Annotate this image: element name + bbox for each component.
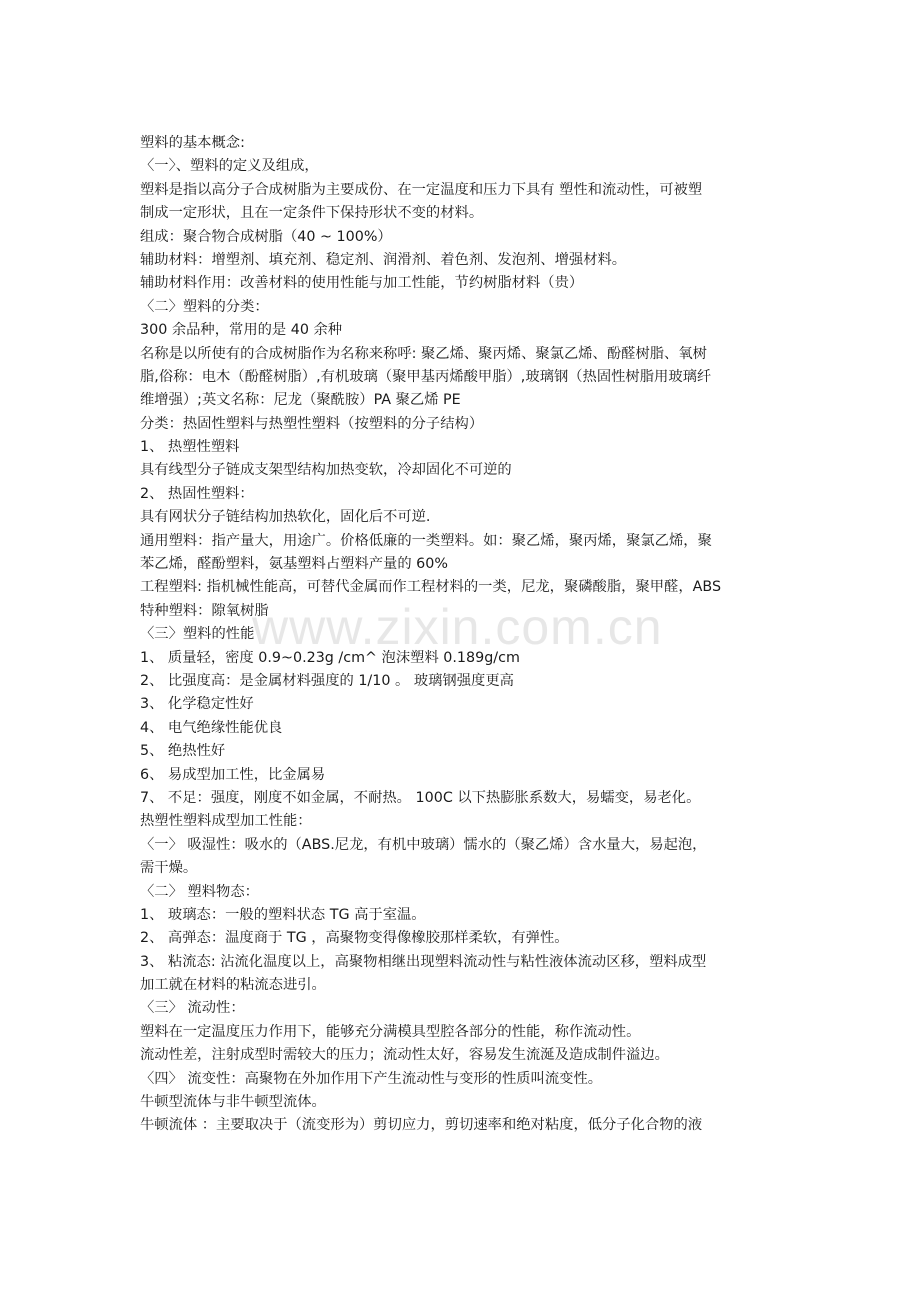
text-line: 3、 化学稳定性好 (140, 696, 254, 713)
text-line: 2、 高弹态：温度商于 TG ，高聚物变得像橡胶那样柔软，有弹性。 (140, 930, 569, 947)
text-line: 1、 质量轻，密度 0.9~0.23g /cm^ 泡沫塑料 0.189g/cm (140, 649, 520, 666)
text-line: 〈二〉 塑料物态： (140, 883, 259, 900)
text-line: 4、 电气绝缘性能优良 (140, 719, 283, 736)
document-body (140, 132, 790, 1138)
text-line: 热塑性塑料成型加工性能： (140, 813, 312, 830)
text-line: 5、 绝热性好 (140, 743, 226, 760)
text-line: 〈一〉、塑料的定义及组成， (140, 158, 319, 175)
text-line: 组成：聚合物合成树脂（40 ~ 100%） (140, 228, 392, 245)
text-line: 〈三〉 流动性： (140, 1000, 245, 1017)
watermark: www.zixin.com.cn (252, 599, 663, 655)
text-line: 名称是以所使有的合成树脂作为名称来称呼: 聚乙烯、聚丙烯、聚氯乙烯、酚醛树脂、氧树 (140, 345, 707, 362)
text-line: 通用塑料：指产量大，用途广。价格低廉的一类塑料。如：聚乙烯，聚丙烯，聚氯乙烯，聚 (140, 532, 712, 549)
text-line: 300 余品种，常用的是 40 余种 (140, 322, 343, 339)
text-line: 工程塑料: 指机械性能高，可替代金属而作工程材料的一类，尼龙，聚磷酸脂，聚甲醛，ABS (140, 579, 722, 596)
text-line: 塑料的基本概念: (140, 135, 245, 151)
text-line: 6、 易成型加工性，比金属易 (140, 766, 326, 783)
text-line: 〈一〉 吸湿性：吸水的（ABS.尼龙，有机中玻璃）懦水的（聚乙烯）含水量大，易起泡， (140, 836, 707, 853)
text-line: 维增强）;英文名称：尼龙（聚酰胺）PA 聚乙烯 PE (140, 392, 461, 409)
text-line: 具有网状分子链结构加热软化，固化后不可逆. (140, 509, 431, 526)
text-line: 7、 不足：强度，刚度不如金属，不耐热。 100C 以下热膨胀系数大，易蠕变，易老化。 (140, 789, 701, 806)
text-line: 脂,俗称：电木（酚醛树脂）,有机玻璃（聚甲基丙烯酸甲脂）,玻璃钢（热固性树脂用玻璃纤 (140, 368, 712, 385)
text-line: 2、 比强度高：是金属材料强度的 1/10 。 玻璃钢强度更高 (140, 672, 514, 689)
text-line: 牛顿型流体与非牛顿型流体。 (140, 1094, 326, 1111)
text-line: 具有线型分子链成支架型结构加热变软，冷却固化不可逆的 (140, 462, 512, 479)
text-line: 2、 热固性塑料： (140, 485, 254, 502)
text-line: 分类：热固性塑料与热塑性塑料（按塑料的分子结构） (140, 415, 484, 432)
text-line: 1、 热塑性塑料 (140, 439, 240, 456)
text-line: 塑料在一定温度压力作用下，能够充分满模具型腔各部分的性能，称作流动性。 (140, 1023, 641, 1040)
text-line: 苯乙烯，醛酚塑料，氨基塑料占塑料产量的 60% (140, 556, 448, 573)
text-line: 牛顿流体 ：主要取决于（流变形为）剪切应力，剪切速率和绝对粘度，低分子化合物的液 (140, 1117, 703, 1134)
text-line: 〈二〉塑料的分类： (140, 298, 269, 315)
text-line: 需干燥。 (140, 860, 198, 877)
text-line: 辅助材料作用：改善材料的使用性能与加工性能，节约树脂材料（贵） (140, 275, 584, 292)
text-line: 1、 玻璃态：一般的塑料状态 TG 高于室温。 (140, 906, 426, 923)
text-line: 塑料是指以高分子合成树脂为主要成份、在一定温度和压力下具有 塑性和流动性，可被塑 (140, 181, 703, 198)
text-line: 3、 粘流态: 沾流化温度以上，高聚物相继出现塑料流动性与粘性液体流动区移，塑料成型 (140, 953, 707, 970)
text-line: 制成一定形状，且在一定条件下保持形状不变的材料。 (140, 205, 484, 222)
text-line: 〈四〉 流变性：高聚物在外加作用下产生流动性与变形的性质叫流变性。 (140, 1070, 603, 1087)
text-line: 〈三〉塑料的性能 (140, 626, 255, 643)
text-line: 辅助材料：增塑剂、填充剂、稳定剂、润滑剂、着色剂、发泡剂、增强材料。 (140, 251, 627, 268)
text-line: 流动性差，注射成型时需较大的压力；流动性太好，容易发生流涎及造成制件溢边。 (140, 1047, 669, 1064)
text-line: 加工就在材料的粘流态进引。 (140, 977, 326, 994)
text-line: 特种塑料：隙氧树脂 (140, 602, 269, 619)
